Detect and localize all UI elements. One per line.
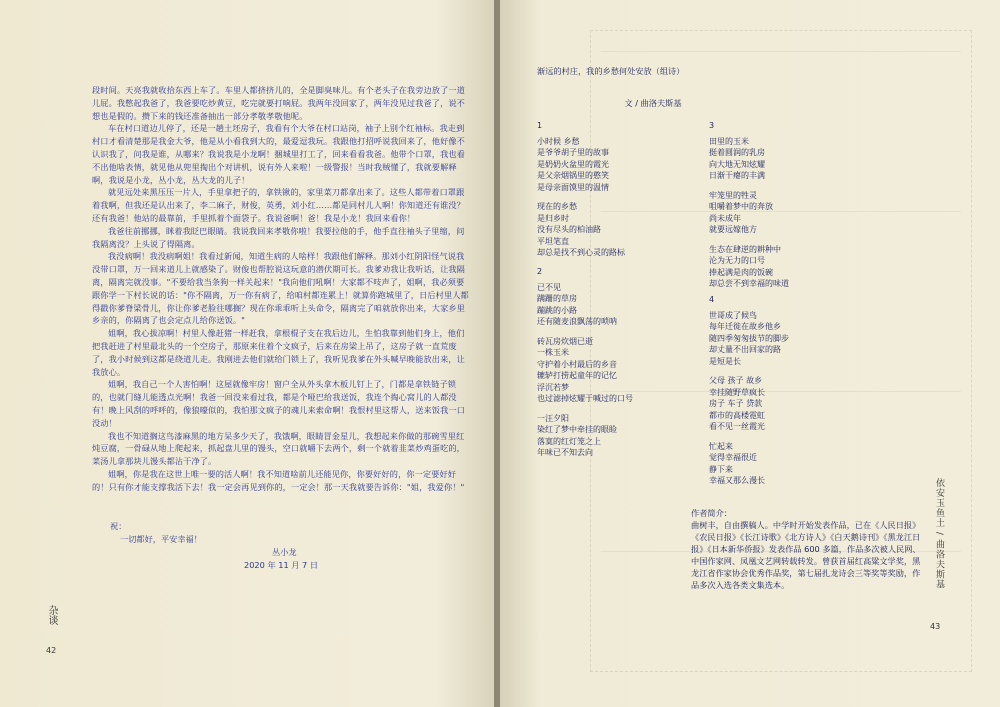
poem-stanza [537, 282, 633, 328]
poem-line: 静下来 [709, 464, 733, 474]
section-label: 杂谈 [46, 605, 57, 625]
poem-line: 都市的高楼霓虹 [709, 410, 765, 420]
poem-line: 浮沉若梦 [537, 382, 569, 392]
letter-body [92, 84, 472, 494]
poem-line: 咀嚼着梦中的奔放 [709, 202, 773, 211]
poem-line: 还有随麦浪飘荡的唢呐 [537, 317, 617, 326]
poem-line: 每年迁徙在故乡他乡 [709, 322, 781, 331]
poem-line: 也过滤掉炫耀于喊过的口号 [537, 394, 633, 403]
letter-paragraph: 我也不知道搁这鸟漆麻黑的地方呆多少天了，我饿啊，眼睛冒金星儿，我想起来你做的那碗雪里红炖豆腐，一骨碌从地上爬起来，抓起盘儿里的馒头，空口就嚼下去两个，剩一个就着韭菜炒鸡蛋吃的，菜汤儿拿那块儿馒头都沾干净了。 [92, 430, 465, 467]
poem-stanza [537, 136, 625, 194]
letter-paragraph: 姐啊，我自己一个人害怕啊！这屋就像牢房！窗户全从外头拿木板儿钉上了，门都是拿铁链子锁的，也就门缝儿能透点光啊！我爸一回没来看过我，都是个哑巴给我送饭，我连个掏心窝儿的人都没有！晚上风刮的呼呼的，像狼嚎似的，我怕那文疯子的魂儿来索命啊！我恨村里这帮人，送来饭我一口没动！ [92, 379, 465, 428]
poem-line: 觉得幸福很近 [709, 453, 757, 462]
poem-line: 忙起来 [709, 441, 733, 451]
poem-number: 2 [537, 267, 543, 276]
poem-stanza [709, 310, 789, 368]
left-page [0, 0, 494, 707]
poem-line: 砖瓦房炊烟已逝 [537, 336, 593, 346]
poem-line: 年味已不知去向 [537, 448, 593, 457]
letter-paragraph: 我没病啊！我没病啊姐！我看过新闻，知道生病的人啥样！我跟他们解释。那刘小红阴阳怪气说我没带口罩，万一回来道儿上就感染了。财俊也帮腔说这玩意的潜伏期可长。我爹劝我让我听话，让我隔离，隔离完就没事。"不要给我当条狗一样关起来！"我向他们吼啊！大家都不吱声了，姐啊，我必须要跟你学一下村长说的话："你不隔离，万一你有病了，给咱村都连累上！就算你跑城里了，日后村里人都得戳你爹脊梁骨儿，你让你爹老脸往哪搁？现在你乖乖听上头命令，隔离完了咱就放你出来，大家乡里乡亲的，你隔离了也会定点儿给你送饭。" [92, 251, 469, 326]
poem-line: 落寞的红灯笼之上 [537, 436, 601, 446]
poem-line: 世哥成了候鸟 [709, 310, 757, 320]
bio-text: 曲树丰，自由撰稿人。中学时开始发表作品，已在《人民日报》《农民日报》《长江诗歌》《北方诗人》《白天鹅诗刊》《黑龙江日报》《日本新华侨报》发表作品 600 多篇，作品多次被人民网、中国作家网、凤凰文艺网转载转发。曾获首届红高粱文学奖，黑龙江省作家协会优秀作品奖，第七届扎龙诗会三等奖等奖励，作品多次入选各类文集选本。 [691, 520, 921, 590]
poem-line: 却丈量不出回家的路 [709, 345, 781, 354]
poem-stanza [709, 375, 789, 433]
poem-line: 父母 孩子 故乡 [709, 376, 763, 385]
poem-stanza [537, 336, 633, 405]
poem-line: 已不见 [537, 282, 561, 292]
poem-3 [709, 120, 789, 298]
poem-line: 牢笼里的牲灵 [709, 190, 757, 200]
letter-paragraph: 车在村口道边儿停了，还是一趟土坯房子，我看有个大爷在村口站岗，袖子上别个红袖标。我走到村口才看清楚那是我金大爷，他是从小看我到大的，最爱逗我玩。我跟他打招呼说我回来了，他好像不认识我了，问我是谁，从哪来？我说我是小龙啊！捆城里打工了，回来看看我爸。他带个口罩，我也看不出他啥表情，就见他从兜里掏出个对讲机，说有外人来啦！一级警报！当时我贼懂了，我就要解释啊，我说是小龙，丛小龙，丛大龙的儿子！ [92, 123, 465, 185]
poem-1 [537, 120, 625, 267]
poem-line: 就要远嫁他方 [709, 225, 757, 234]
poem-line: 是父亲烟锅里的憨笑 [537, 171, 609, 180]
vertical-title: 依安玉鱼土 / 曲洛夫斯基 [934, 478, 944, 590]
letter-paragraph: 姐啊，我心拔凉啊！村里人像赶猪一样赶我，拿根棍子支在我后边儿，生怕我靠到他们身上，他们把我赶进了村里最北头的一个空房子，那原来住着个文疯子，后来在房梁上吊了，这房子就一直荒废了，我小时候到这都是绕道儿走。我刚进去他们就给门锁上了，我听见我爹在外头喊早晚能放出来，让我放心。 [92, 328, 465, 377]
signature: 丛小龙 [272, 547, 297, 557]
poem-line: 生态在肆逆的耕种中 [709, 244, 781, 254]
poem-stanza [709, 190, 789, 236]
bio-heading: 作者简介： [691, 508, 732, 518]
poem-line: 平坦笔直 [537, 236, 569, 246]
poem-line: 一株玉米 [537, 348, 569, 357]
poem-line: 辘轳打捞起童年的记忆 [537, 371, 617, 380]
poem-line: 是奶奶火盆里的霞光 [537, 159, 609, 169]
poem-line: 幸挂随野草疯长 [709, 387, 765, 397]
poem-line: 蹦跳的小路 [537, 305, 577, 315]
poem-number: 4 [709, 295, 715, 304]
poem-line: 蹒跚的草房 [537, 294, 577, 303]
closing-wish: 一切都好，平安幸福！ [120, 534, 202, 544]
poem-stanza [709, 244, 789, 290]
salutation: 祝： [110, 521, 127, 531]
letter-date: 2020 年 11 月 7 日 [244, 560, 319, 570]
poem-stanza [537, 413, 633, 459]
poem-line: 随四季匆匆拔节的脚步 [709, 333, 789, 343]
poem-line: 田里的玉米 [709, 136, 749, 146]
poem-line: 向大地无知炫耀 [709, 159, 765, 169]
poem-line: 幸福又那么漫长 [709, 476, 765, 485]
poem-2 [537, 266, 633, 467]
poem-line: 挺着圆润的乳房 [709, 148, 765, 157]
author-bio [691, 507, 923, 591]
poem-stanza [709, 136, 789, 182]
poem-line: 沦为无力的口号 [709, 256, 765, 265]
poem-line: 是母亲面馍里的温情 [537, 182, 609, 192]
poem-author: 文 / 曲洛夫斯基 [624, 98, 682, 108]
poem-stanza [537, 201, 625, 259]
poem-line: 是短是长 [709, 356, 741, 366]
poem-line: 日渐干瘪的丰满 [709, 171, 765, 180]
poem-line: 房子 车子 贷款 [709, 399, 763, 408]
letter-paragraph: 段时间。天亮我就收拾东西上车了。车里人都挤挤儿的，全是脚臭味儿。有个老头子在我旁边放了一道儿屁。我憋起我爸了，我爸要吃炒黄豆，吃完就要打响屁。我两年没回家了，两年没见过我爸了，说不想也是假的。攒下来的钱还准备抽出一部分孝敬孝敬他呢。 [92, 85, 465, 121]
letter-paragraph: 我爸往前挪挪，眯着我眨巴眼睛。我说我回来孝敬你啦！我要拉他的手，他手直往袖头子里缩，问我隔离没？上头说了得隔离。 [92, 225, 465, 249]
poem-line: 看不见一丝霞光 [709, 422, 765, 431]
poem-line: 小时候 乡愁 [537, 136, 580, 146]
poem-stanza [709, 441, 789, 487]
letter-closing [92, 520, 472, 572]
poem-line: 染红了梦中牵挂的眼睑 [537, 425, 617, 434]
letter-paragraph: 就见远处来黑压压一片人，手里拿把子的，拿铁锹的，家里菜刀都拿出来了。这些人都带着口罩跟着我啊，但我还是认出来了，李二麻子，财俊，英勇，刘小红……都是同村儿人啊！你知道还有谁没？还有我爸！他站的最靠前，手里抓着个面袋子。我说爸啊！爸！我是小龙！我回来看你！ [92, 187, 465, 223]
poem-4 [709, 294, 789, 495]
poem-line: 现在的乡愁 [537, 202, 577, 211]
letter-paragraph: 姐啊，你是我在这世上唯一要的活人啊！我不知道啥前儿还能见你，你要好好的，你一定要好好的！只有你才能支撑我活下去！我一定会再见到你的，一定会！那一天我就要告诉你："姐，我爱你！" [92, 468, 465, 492]
poem-line: 是爷爷胡子里的故事 [537, 148, 609, 157]
poem-line: 却总是找不到心灵的路标 [537, 248, 625, 257]
poem-line: 一汪夕阳 [537, 413, 569, 423]
poem-number: 1 [537, 121, 543, 130]
poem-line: 是归乡时 [537, 213, 569, 223]
poem-line: 捧起满是肉的饭碗 [709, 267, 773, 277]
poem-line: 没有尽头的柏油路 [537, 225, 601, 234]
poem-line: 尚未成年 [709, 213, 741, 223]
page-number-right: 43 [930, 622, 941, 631]
poem-number: 3 [709, 121, 715, 130]
poem-line: 却总尝不到幸福的味道 [709, 279, 789, 288]
page-number-left: 42 [46, 646, 57, 655]
poem-subtitle: 渐远的村庄，我的乡愁何处安放（组诗） [537, 66, 685, 76]
poem-line: 守护着小村最后的乡音 [537, 359, 617, 369]
